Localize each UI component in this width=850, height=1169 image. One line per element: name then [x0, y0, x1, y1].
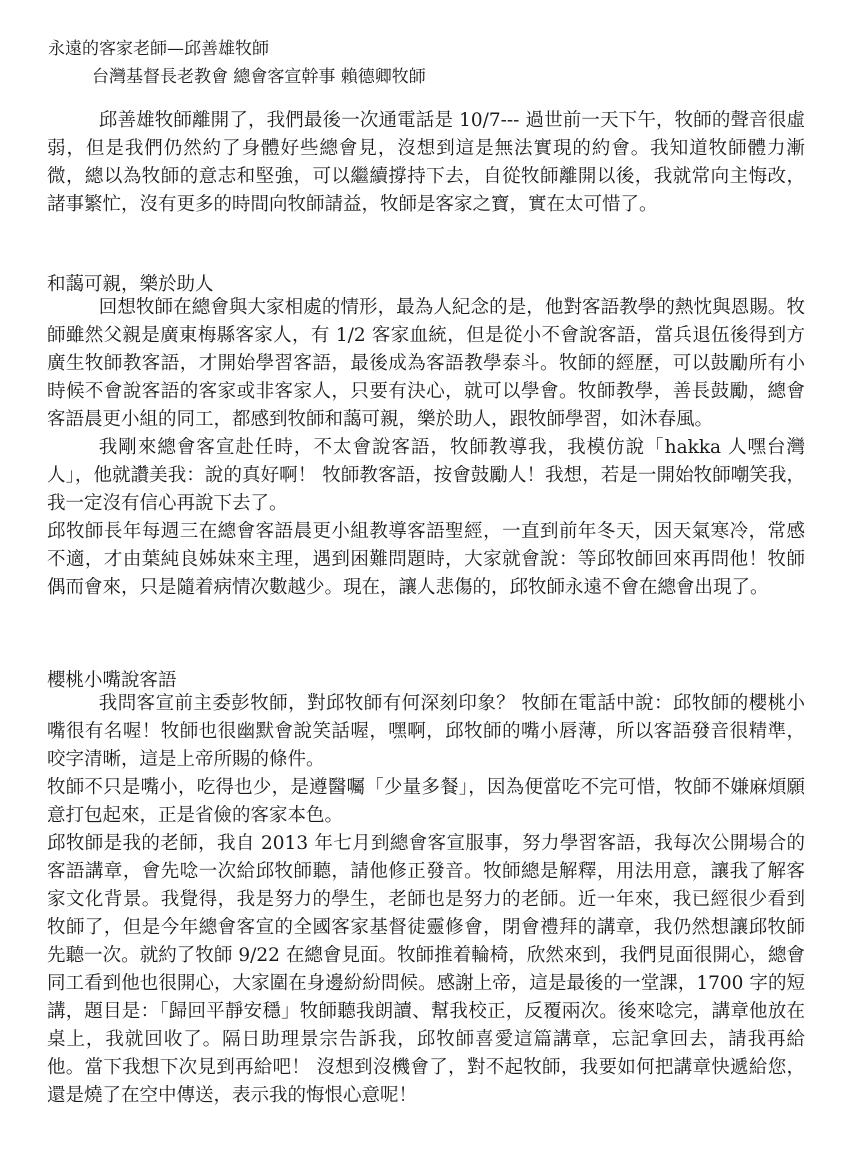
- section2-paragraph-1: 我問客宣前主委彭牧師，對邱牧師有何深刻印象？ 牧師在電話中說：邱牧師的櫻桃小嘴很有名喔！牧師也很幽默會說笑話喔，嘿啊，邱牧師的嘴小唇薄，所以客語發音很精準，咬字清晰，這是上帝所賜的條件。: [47, 693, 805, 770]
- section2-paragraph-3: 邱牧師是我的老師，我自 2013 年七月到總會客宣服事，努力學習客語，我每次公開場合的客語講章，會先唸一次給邱牧師聽，請他修正發音。牧師總是解釋，用法用意，讓我了解客家文化背景。我覺得，我是努力的學生，老師也是努力的老師。近一年來，我已經很少看到牧師了，但是今年總會客宣的全國客家基督徒靈修會，閉會禮拜的講章，我仍然想讓邱牧師先聽一次。就約了牧師 9/22 在總會見面。牧師推着輪椅，欣然來到，我們見面很開心，總會同工看到他也很開心，大家圍在身邊紛紛問候。感謝上帝，這是最後的一堂課，1700 字的短講，題目是：「歸回平靜安穩」牧師聽我朗讀、幫我校正，反覆兩次。後來唸完，講章他放在桌上，我就回收了。隔日助理景宗告訴我，邱牧師喜愛這篇講章，忘記拿回去，請我再給他。當下我想下次見到再給吧！ 沒想到沒機會了，對不起牧師，我要如何把講章快遞給您，還是燒了在空中傳送，表示我的悔恨心意呢！: [47, 833, 805, 1106]
- article-title: 永遠的客家老師—邱善雄牧師: [48, 39, 269, 59]
- intro-paragraph: 邱善雄牧師離開了，我們最後一次通電話是 10/7--- 過世前一天下午，牧師的聲音很虛弱，但是我們仍然約了身體好些總會見，沒想到這是無法實現的約會。我知道牧師體力漸微，總以為牧師的意志和堅強，可以繼續撐持下去，自從牧師離開以後，我就常向主悔改，諸事繁忙，沒有更多的時間向牧師請益，牧師是客家之寶，實在太可惜了。: [47, 110, 805, 215]
- section1-paragraph-2: 我剛來總會客宣赴任時，不太會說客語，牧師教導我，我模仿說「hakka 人嘿台灣人」，他就讚美我：說的真好啊！ 牧師教客語，按會鼓勵人！我想，若是一開始牧師嘲笑我，我一定沒有信心再說下去了。: [47, 437, 805, 514]
- section1-paragraph-1: 回想牧師在總會與大家相處的情形，最為人紀念的是，他對客語教學的熱忱與恩賜。牧師雖然父親是廣東梅縣客家人，有 1/2 客家血統，但是從小不會說客語，當兵退伍後得到方廣生牧師教客語，才開始學習客語，最後成為客語教學泰斗。牧師的經歷，可以鼓勵所有小時候不會說客語的客家或非客家人，只要有決心，就可以學會。牧師教學，善長鼓勵，總會客語晨更小組的同工，都感到牧師和藹可親，樂於助人，跟牧師學習，如沐春風。: [47, 297, 805, 430]
- section-1: [47, 294, 805, 602]
- section2-paragraph-2: 牧師不只是嘴小，吃得也少，是遵醫囑「少量多餐」，因為便當吃不完可惜，牧師不嫌麻煩願意打包起來，正是省儉的客家本色。: [47, 777, 805, 826]
- section-heading-2: 櫻桃小嘴說客語: [47, 670, 177, 691]
- section1-paragraph-3: 邱牧師長年每週三在總會客語晨更小組教導客語聖經，一直到前年冬天，因天氣寒冷，常感不適，才由葉純良姊妹來主理，遇到困難問題時，大家就會說：等邱牧師回來再問他！牧師偶而會來，只是隨着病情次數越少。現在，讓人悲傷的，邱牧師永遠不會在總會出現了。: [47, 521, 805, 598]
- section-2: [47, 690, 805, 1110]
- section-heading-1: 和藹可親，樂於助人: [47, 274, 214, 295]
- intro-section: [47, 107, 805, 219]
- author-byline: 台灣基督長老教會 總會客宣幹事 賴德卿牧師: [92, 67, 426, 87]
